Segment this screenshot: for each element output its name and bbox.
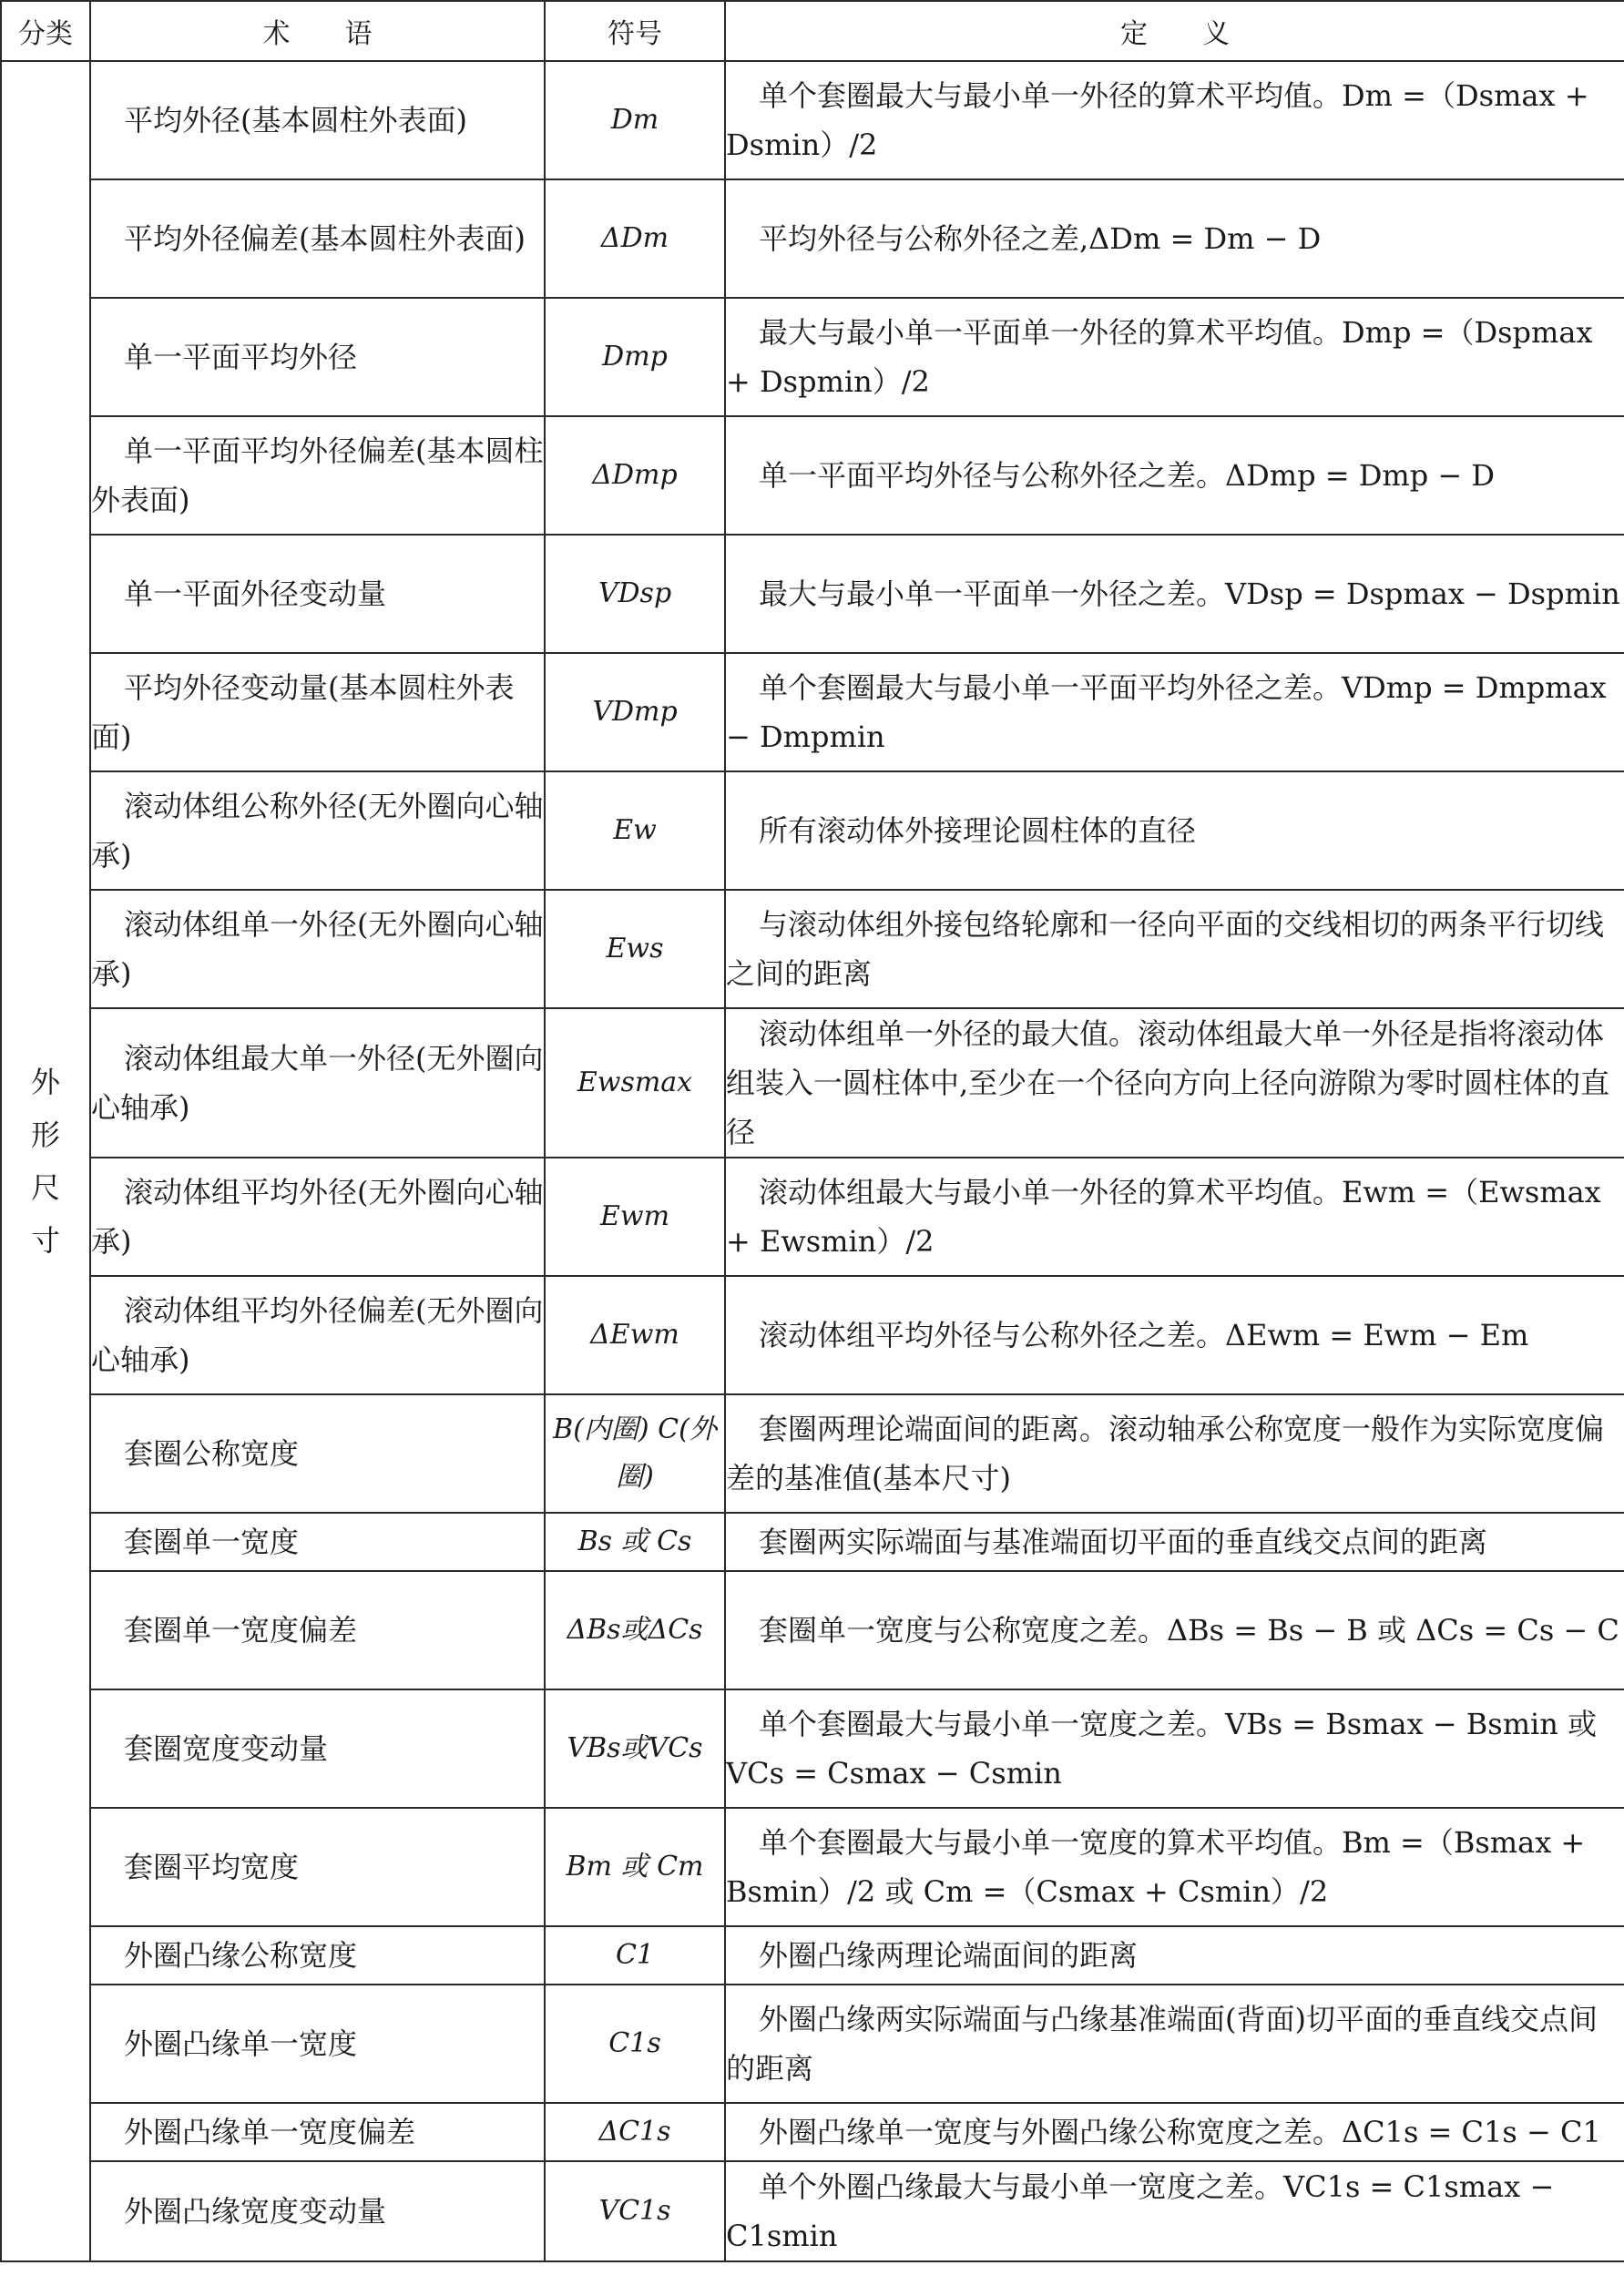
category-char: 外 (30, 1065, 60, 1099)
table-row (1, 1276, 1624, 1394)
category-char: 寸 (30, 1223, 60, 1258)
definition-cell: 最大与最小单一平面单一外径的算术平均值。Dmp =（Dspmax + Dspmin）/2 (725, 298, 1624, 416)
table-row (1, 890, 1624, 1008)
term-cell: 套圈平均宽度 (90, 1808, 545, 1926)
definition-cell: 套圈两理论端面间的距离。滚动轴承公称宽度一般作为实际宽度偏差的基准值(基本尺寸) (725, 1394, 1624, 1513)
table-header-row (1, 1, 1624, 61)
definition-cell: 单一平面平均外径与公称外径之差。ΔDmp = Dmp − D (725, 416, 1624, 535)
symbol-cell: C1 (545, 1926, 725, 1985)
term-cell: 外圈凸缘公称宽度 (90, 1926, 545, 1985)
table-row (1, 1394, 1624, 1513)
definition-cell: 平均外径与公称外径之差,ΔDm = Dm − D (725, 179, 1624, 298)
category-cell (1, 61, 90, 2261)
symbol-cell: Dmp (545, 298, 725, 416)
symbol-cell: Bm 或 Cm (545, 1808, 725, 1926)
definition-cell: 与滚动体组外接包络轮廓和一径向平面的交线相切的两条平行切线之间的距离 (725, 890, 1624, 1008)
symbol-cell: ΔDmp (545, 416, 725, 535)
table-row (1, 1008, 1624, 1158)
term-cell: 平均外径(基本圆柱外表面) (90, 61, 545, 179)
table-row (1, 1985, 1624, 2103)
table-row (1, 1571, 1624, 1689)
symbol-cell: C1s (545, 1985, 725, 2103)
symbol-cell: ΔC1s (545, 2103, 725, 2161)
table-row (1, 416, 1624, 535)
symbol-cell: Bs 或 Cs (545, 1513, 725, 1571)
term-cell: 单一平面外径变动量 (90, 535, 545, 653)
symbol-cell: Ews (545, 890, 725, 1008)
term-cell: 滚动体组单一外径(无外圈向心轴承) (90, 890, 545, 1008)
header-symbol: 符号 (545, 1, 725, 61)
definition-cell: 滚动体组单一外径的最大值。滚动体组最大单一外径是指将滚动体组装入一圆柱体中,至少在一个径向方向上径向游隙为零时圆柱体的直径 (725, 1008, 1624, 1158)
definition-cell: 单个套圈最大与最小单一外径的算术平均值。Dm =（Dsmax + Dsmin）/2 (725, 61, 1624, 179)
term-cell: 套圈单一宽度 (90, 1513, 545, 1571)
category-char: 形 (30, 1117, 60, 1152)
term-cell: 单一平面平均外径 (90, 298, 545, 416)
symbol-cell: Ew (545, 771, 725, 890)
table-row (1, 2161, 1624, 2261)
symbol-cell: VDsp (545, 535, 725, 653)
symbol-cell: VC1s (545, 2161, 725, 2261)
table-row (1, 535, 1624, 653)
table-row (1, 2103, 1624, 2161)
definition-cell: 最大与最小单一平面单一外径之差。VDsp = Dspmax − Dspmin (725, 535, 1624, 653)
symbol-cell: B(内圈) C(外圈) (545, 1394, 725, 1513)
term-cell: 滚动体组平均外径偏差(无外圈向心轴承) (90, 1276, 545, 1394)
table-row (1, 179, 1624, 298)
definition-cell: 单个套圈最大与最小单一宽度之差。VBs = Bsmax − Bsmin 或 VCs = Csmax − Csmin (725, 1689, 1624, 1808)
header-definition: 定 义 (725, 1, 1624, 61)
symbol-cell: Dm (545, 61, 725, 179)
term-cell: 滚动体组最大单一外径(无外圈向心轴承) (90, 1008, 545, 1158)
definition-cell: 滚动体组平均外径与公称外径之差。ΔEwm = Ewm − Em (725, 1276, 1624, 1394)
category-char: 尺 (30, 1170, 60, 1205)
term-cell: 滚动体组公称外径(无外圈向心轴承) (90, 771, 545, 890)
table-row (1, 298, 1624, 416)
definition-cell: 单个外圈凸缘最大与最小单一宽度之差。VC1s = C1smax − C1smin (725, 2161, 1624, 2261)
table-row (1, 1513, 1624, 1571)
header-term: 术 语 (90, 1, 545, 61)
term-cell: 外圈凸缘单一宽度 (90, 1985, 545, 2103)
definition-cell: 外圈凸缘两理论端面间的距离 (725, 1926, 1624, 1985)
definition-cell: 套圈单一宽度与公称宽度之差。ΔBs = Bs − B 或 ΔCs = Cs − C (725, 1571, 1624, 1689)
term-cell: 滚动体组平均外径(无外圈向心轴承) (90, 1158, 545, 1276)
definition-cell: 套圈两实际端面与基准端面切平面的垂直线交点间的距离 (725, 1513, 1624, 1571)
symbol-cell: ΔEwm (545, 1276, 725, 1394)
term-cell: 外圈凸缘单一宽度偏差 (90, 2103, 545, 2161)
definition-cell: 外圈凸缘两实际端面与凸缘基准端面(背面)切平面的垂直线交点间的距离 (725, 1985, 1624, 2103)
symbol-cell: VBs或VCs (545, 1689, 725, 1808)
table-row (1, 1926, 1624, 1985)
term-cell: 平均外径偏差(基本圆柱外表面) (90, 179, 545, 298)
table-row (1, 653, 1624, 771)
symbol-cell: Ewsmax (545, 1008, 725, 1158)
term-cell: 套圈公称宽度 (90, 1394, 545, 1513)
table-row (1, 1689, 1624, 1808)
symbol-cell: ΔDm (545, 179, 725, 298)
term-cell: 外圈凸缘宽度变动量 (90, 2161, 545, 2261)
definition-cell: 滚动体组最大与最小单一外径的算术平均值。Ewm =（Ewsmax + Ewsmin）/2 (725, 1158, 1624, 1276)
symbol-cell: Ewm (545, 1158, 725, 1276)
table-row (1, 61, 1624, 179)
definition-cell: 外圈凸缘单一宽度与外圈凸缘公称宽度之差。ΔC1s = C1s − C1 (725, 2103, 1624, 2161)
term-cell: 套圈宽度变动量 (90, 1689, 545, 1808)
definition-cell: 单个套圈最大与最小单一宽度的算术平均值。Bm =（Bsmax + Bsmin）/2 或 Cm =（Csmax + Csmin）/2 (725, 1808, 1624, 1926)
table-row (1, 1808, 1624, 1926)
term-cell: 平均外径变动量(基本圆柱外表面) (90, 653, 545, 771)
definition-cell: 单个套圈最大与最小单一平面平均外径之差。VDmp = Dmpmax − Dmpmin (725, 653, 1624, 771)
definition-cell: 所有滚动体外接理论圆柱体的直径 (725, 771, 1624, 890)
header-category: 分类 (1, 1, 90, 61)
symbol-cell: ΔBs或ΔCs (545, 1571, 725, 1689)
table-row (1, 1158, 1624, 1276)
symbol-cell: VDmp (545, 653, 725, 771)
term-cell: 套圈单一宽度偏差 (90, 1571, 545, 1689)
term-cell: 单一平面平均外径偏差(基本圆柱外表面) (90, 416, 545, 535)
table-row (1, 771, 1624, 890)
